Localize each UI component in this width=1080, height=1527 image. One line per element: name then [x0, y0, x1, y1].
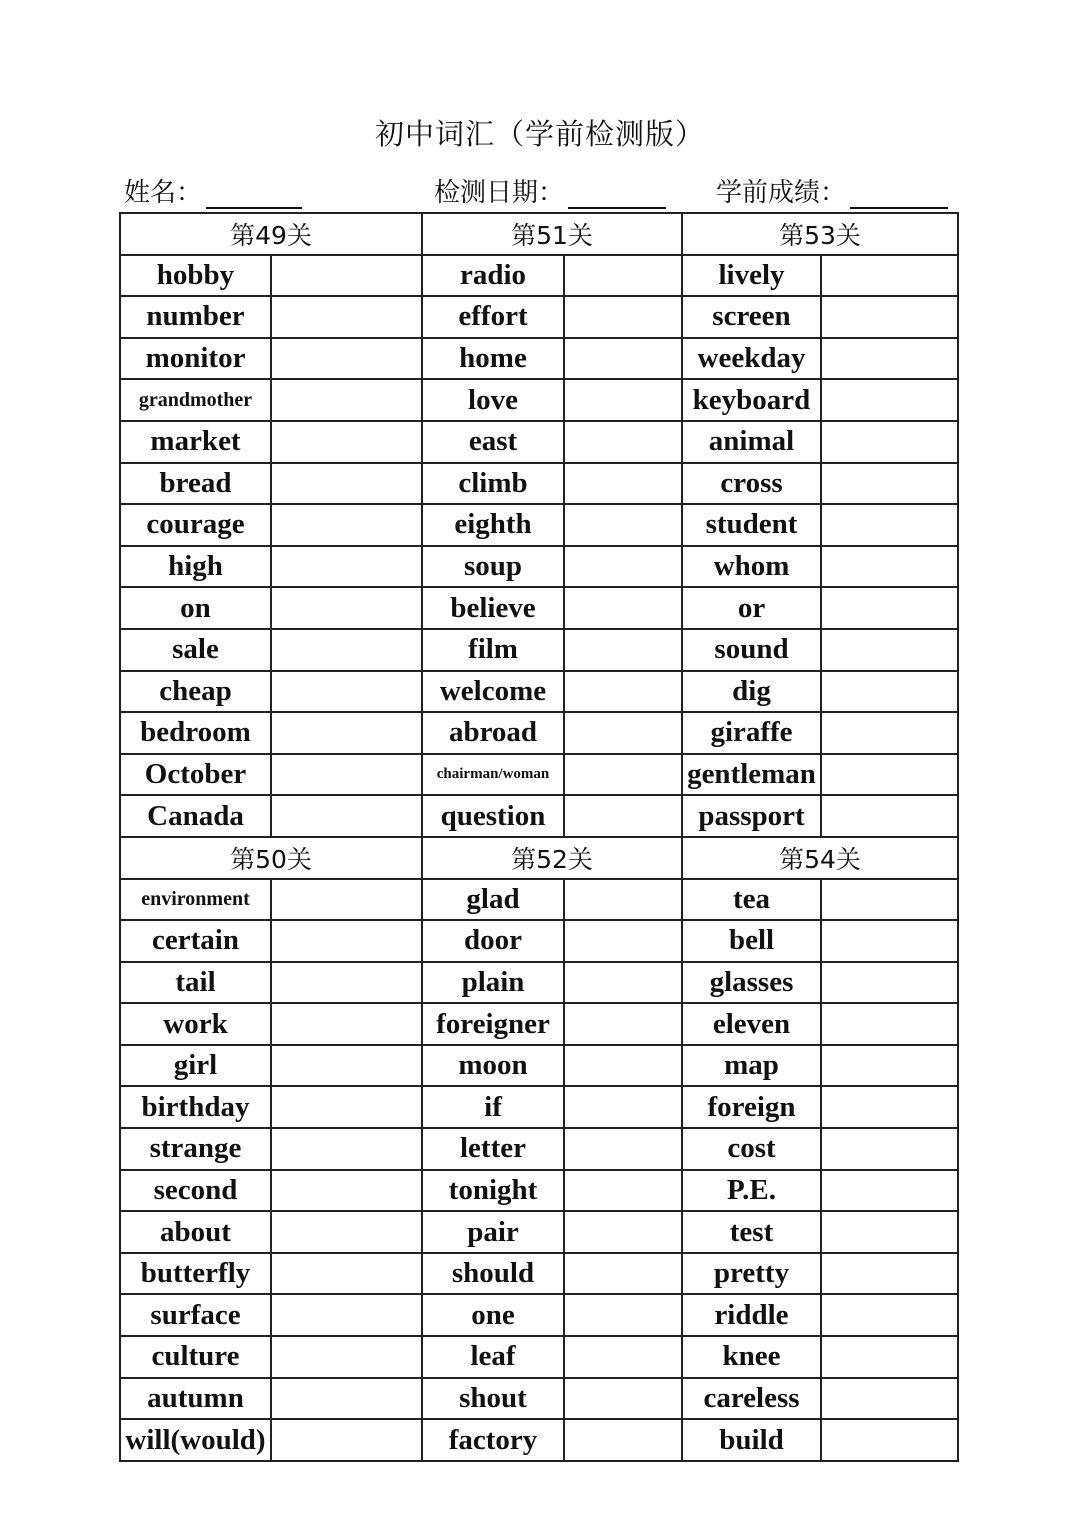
word-cell: if: [422, 1086, 564, 1128]
table-row: [120, 920, 958, 962]
answer-cell[interactable]: [821, 1128, 958, 1170]
answer-cell[interactable]: [271, 1086, 422, 1128]
table-row: [120, 587, 958, 629]
word-cell: work: [120, 1003, 271, 1045]
word-cell: environment: [120, 879, 271, 921]
table-row: [120, 629, 958, 671]
answer-cell[interactable]: [271, 1294, 422, 1336]
answer-cell[interactable]: [821, 754, 958, 796]
word-cell: giraffe: [682, 712, 821, 754]
answer-cell[interactable]: [271, 671, 422, 713]
answer-cell[interactable]: [564, 1336, 682, 1378]
answer-cell[interactable]: [821, 1170, 958, 1212]
answer-cell[interactable]: [564, 962, 682, 1004]
word-cell: October: [120, 754, 271, 796]
answer-cell[interactable]: [821, 712, 958, 754]
name-blank[interactable]: [206, 181, 302, 209]
word-cell: number: [120, 296, 271, 338]
table-row: [120, 1086, 958, 1128]
table-row: [120, 338, 958, 380]
word-cell: shout: [422, 1378, 564, 1420]
answer-cell[interactable]: [821, 1419, 958, 1461]
word-cell: sale: [120, 629, 271, 671]
word-cell: letter: [422, 1128, 564, 1170]
word-cell: door: [422, 920, 564, 962]
word-cell: glad: [422, 879, 564, 921]
word-cell: sound: [682, 629, 821, 671]
table-row: [120, 795, 958, 837]
table-row: [120, 1128, 958, 1170]
word-cell: keyboard: [682, 379, 821, 421]
answer-cell[interactable]: [564, 754, 682, 796]
answer-cell[interactable]: [564, 1253, 682, 1295]
word-cell: grandmother: [120, 379, 271, 421]
word-cell: one: [422, 1294, 564, 1336]
level-header: 第50关: [120, 837, 422, 879]
answer-cell[interactable]: [564, 463, 682, 505]
word-cell: pretty: [682, 1253, 821, 1295]
answer-cell[interactable]: [271, 629, 422, 671]
answer-cell[interactable]: [564, 1128, 682, 1170]
word-cell: gentleman: [682, 754, 821, 796]
date-field: [434, 172, 666, 209]
word-cell: east: [422, 421, 564, 463]
word-cell: home: [422, 338, 564, 380]
answer-cell[interactable]: [821, 587, 958, 629]
word-cell: riddle: [682, 1294, 821, 1336]
answer-cell[interactable]: [564, 1419, 682, 1461]
answer-cell[interactable]: [564, 1086, 682, 1128]
answer-cell[interactable]: [821, 463, 958, 505]
word-cell: eighth: [422, 504, 564, 546]
table-row: [120, 504, 958, 546]
word-cell: cross: [682, 463, 821, 505]
answer-cell[interactable]: [821, 795, 958, 837]
answer-cell[interactable]: [271, 1045, 422, 1087]
word-cell: build: [682, 1419, 821, 1461]
word-cell: about: [120, 1211, 271, 1253]
answer-cell[interactable]: [271, 920, 422, 962]
answer-cell[interactable]: [271, 1003, 422, 1045]
word-cell: passport: [682, 795, 821, 837]
table-row: [120, 255, 958, 297]
answer-cell[interactable]: [821, 1211, 958, 1253]
word-cell: careless: [682, 1378, 821, 1420]
answer-cell[interactable]: [821, 255, 958, 297]
table-row: [120, 1003, 958, 1045]
table-row: [120, 421, 958, 463]
table-row: [120, 712, 958, 754]
word-cell: strange: [120, 1128, 271, 1170]
table-row: [120, 671, 958, 713]
answer-cell[interactable]: [564, 587, 682, 629]
word-cell: tea: [682, 879, 821, 921]
answer-cell[interactable]: [821, 1378, 958, 1420]
answer-cell[interactable]: [271, 1128, 422, 1170]
word-cell: effort: [422, 296, 564, 338]
answer-cell[interactable]: [564, 296, 682, 338]
answer-cell[interactable]: [564, 1378, 682, 1420]
answer-cell[interactable]: [821, 1253, 958, 1295]
word-cell: plain: [422, 962, 564, 1004]
answer-cell[interactable]: [271, 255, 422, 297]
answer-cell[interactable]: [821, 920, 958, 962]
score-label: 学前成绩：: [716, 178, 847, 208]
answer-cell[interactable]: [821, 1336, 958, 1378]
word-cell: eleven: [682, 1003, 821, 1045]
word-cell: bell: [682, 920, 821, 962]
word-cell: on: [120, 587, 271, 629]
level-header: 第49关: [120, 213, 422, 255]
word-cell: climb: [422, 463, 564, 505]
answer-cell[interactable]: [564, 795, 682, 837]
answer-cell[interactable]: [821, 338, 958, 380]
word-cell: autumn: [120, 1378, 271, 1420]
answer-cell[interactable]: [821, 546, 958, 588]
answer-cell[interactable]: [564, 1294, 682, 1336]
word-cell: student: [682, 504, 821, 546]
answer-cell[interactable]: [271, 962, 422, 1004]
word-cell: soup: [422, 546, 564, 588]
answer-cell[interactable]: [821, 879, 958, 921]
word-cell: factory: [422, 1419, 564, 1461]
score-blank[interactable]: [850, 181, 948, 209]
word-cell: screen: [682, 296, 821, 338]
word-cell: culture: [120, 1336, 271, 1378]
answer-cell[interactable]: [564, 379, 682, 421]
answer-cell[interactable]: [564, 920, 682, 962]
table-row: [120, 754, 958, 796]
word-cell: radio: [422, 255, 564, 297]
word-cell: bread: [120, 463, 271, 505]
word-cell: courage: [120, 504, 271, 546]
word-cell: butterfly: [120, 1253, 271, 1295]
table-row: [120, 1211, 958, 1253]
answer-cell[interactable]: [271, 463, 422, 505]
answer-cell[interactable]: [821, 1294, 958, 1336]
word-cell: map: [682, 1045, 821, 1087]
table-row: [120, 379, 958, 421]
word-cell: birthday: [120, 1086, 271, 1128]
answer-cell[interactable]: [271, 712, 422, 754]
word-cell: foreigner: [422, 1003, 564, 1045]
answer-cell[interactable]: [271, 1170, 422, 1212]
answer-cell[interactable]: [564, 1003, 682, 1045]
table-row: [120, 546, 958, 588]
word-cell: hobby: [120, 255, 271, 297]
answer-cell[interactable]: [821, 629, 958, 671]
word-cell: girl: [120, 1045, 271, 1087]
answer-cell[interactable]: [564, 1211, 682, 1253]
word-cell: certain: [120, 920, 271, 962]
word-cell: market: [120, 421, 271, 463]
word-cell: glasses: [682, 962, 821, 1004]
word-cell: tonight: [422, 1170, 564, 1212]
answer-cell[interactable]: [564, 421, 682, 463]
word-cell: film: [422, 629, 564, 671]
answer-cell[interactable]: [271, 546, 422, 588]
word-cell: knee: [682, 1336, 821, 1378]
answer-cell[interactable]: [564, 629, 682, 671]
answer-cell[interactable]: [564, 504, 682, 546]
answer-cell[interactable]: [271, 379, 422, 421]
answer-cell[interactable]: [564, 712, 682, 754]
answer-cell[interactable]: [821, 962, 958, 1004]
word-cell: should: [422, 1253, 564, 1295]
answer-cell[interactable]: [564, 1170, 682, 1212]
word-cell: whom: [682, 546, 821, 588]
answer-cell[interactable]: [564, 1045, 682, 1087]
word-cell: believe: [422, 587, 564, 629]
level-header-row: [120, 837, 958, 879]
answer-cell[interactable]: [821, 421, 958, 463]
score-field: [716, 172, 948, 209]
table-row: [120, 1294, 958, 1336]
table-row: [120, 962, 958, 1004]
date-blank[interactable]: [568, 181, 666, 209]
table-row: [120, 1045, 958, 1087]
answer-cell[interactable]: [271, 1419, 422, 1461]
name-field: [124, 172, 302, 209]
table-row: [120, 1378, 958, 1420]
answer-cell[interactable]: [564, 255, 682, 297]
word-cell: or: [682, 587, 821, 629]
word-cell: surface: [120, 1294, 271, 1336]
answer-cell[interactable]: [271, 504, 422, 546]
word-cell: dig: [682, 671, 821, 713]
word-cell: Canada: [120, 795, 271, 837]
word-cell: P.E.: [682, 1170, 821, 1212]
word-cell: weekday: [682, 338, 821, 380]
answer-cell[interactable]: [271, 879, 422, 921]
answer-cell[interactable]: [271, 1253, 422, 1295]
word-cell: second: [120, 1170, 271, 1212]
word-cell: monitor: [120, 338, 271, 380]
answer-cell[interactable]: [564, 671, 682, 713]
word-cell: abroad: [422, 712, 564, 754]
word-cell: bedroom: [120, 712, 271, 754]
word-cell: lively: [682, 255, 821, 297]
table-row: [120, 1170, 958, 1212]
answer-cell[interactable]: [821, 504, 958, 546]
vocabulary-table: [119, 212, 959, 1462]
answer-cell[interactable]: [821, 1045, 958, 1087]
word-cell: chairman/woman: [422, 754, 564, 796]
level-header: 第53关: [682, 213, 958, 255]
word-cell: pair: [422, 1211, 564, 1253]
answer-cell[interactable]: [271, 795, 422, 837]
word-cell: will(would): [120, 1419, 271, 1461]
table-row: [120, 1253, 958, 1295]
answer-cell[interactable]: [271, 587, 422, 629]
table-row: [120, 1419, 958, 1461]
word-cell: leaf: [422, 1336, 564, 1378]
answer-cell[interactable]: [271, 1378, 422, 1420]
date-label: 检测日期：: [434, 178, 565, 208]
table-row: [120, 296, 958, 338]
answer-cell[interactable]: [271, 296, 422, 338]
word-cell: animal: [682, 421, 821, 463]
name-label: 姓名：: [124, 178, 203, 208]
word-cell: welcome: [422, 671, 564, 713]
table-row: [120, 463, 958, 505]
table-row: [120, 879, 958, 921]
level-header: 第54关: [682, 837, 958, 879]
answer-cell[interactable]: [564, 546, 682, 588]
word-cell: moon: [422, 1045, 564, 1087]
word-cell: love: [422, 379, 564, 421]
word-cell: question: [422, 795, 564, 837]
answer-cell[interactable]: [271, 421, 422, 463]
answer-cell[interactable]: [821, 379, 958, 421]
page-title: 初中词汇（学前检测版）: [374, 117, 705, 151]
answer-cell[interactable]: [564, 338, 682, 380]
answer-cell[interactable]: [564, 879, 682, 921]
word-cell: foreign: [682, 1086, 821, 1128]
word-cell: high: [120, 546, 271, 588]
word-cell: cheap: [120, 671, 271, 713]
answer-cell[interactable]: [271, 338, 422, 380]
table-row: [120, 1336, 958, 1378]
answer-cell[interactable]: [821, 1003, 958, 1045]
word-cell: test: [682, 1211, 821, 1253]
answer-cell[interactable]: [271, 1336, 422, 1378]
level-header-row: [120, 213, 958, 255]
word-cell: cost: [682, 1128, 821, 1170]
level-header: 第51关: [422, 213, 682, 255]
answer-cell[interactable]: [271, 1211, 422, 1253]
answer-cell[interactable]: [821, 1086, 958, 1128]
answer-cell[interactable]: [821, 296, 958, 338]
answer-cell[interactable]: [271, 754, 422, 796]
answer-cell[interactable]: [821, 671, 958, 713]
level-header: 第52关: [422, 837, 682, 879]
word-cell: tail: [120, 962, 271, 1004]
